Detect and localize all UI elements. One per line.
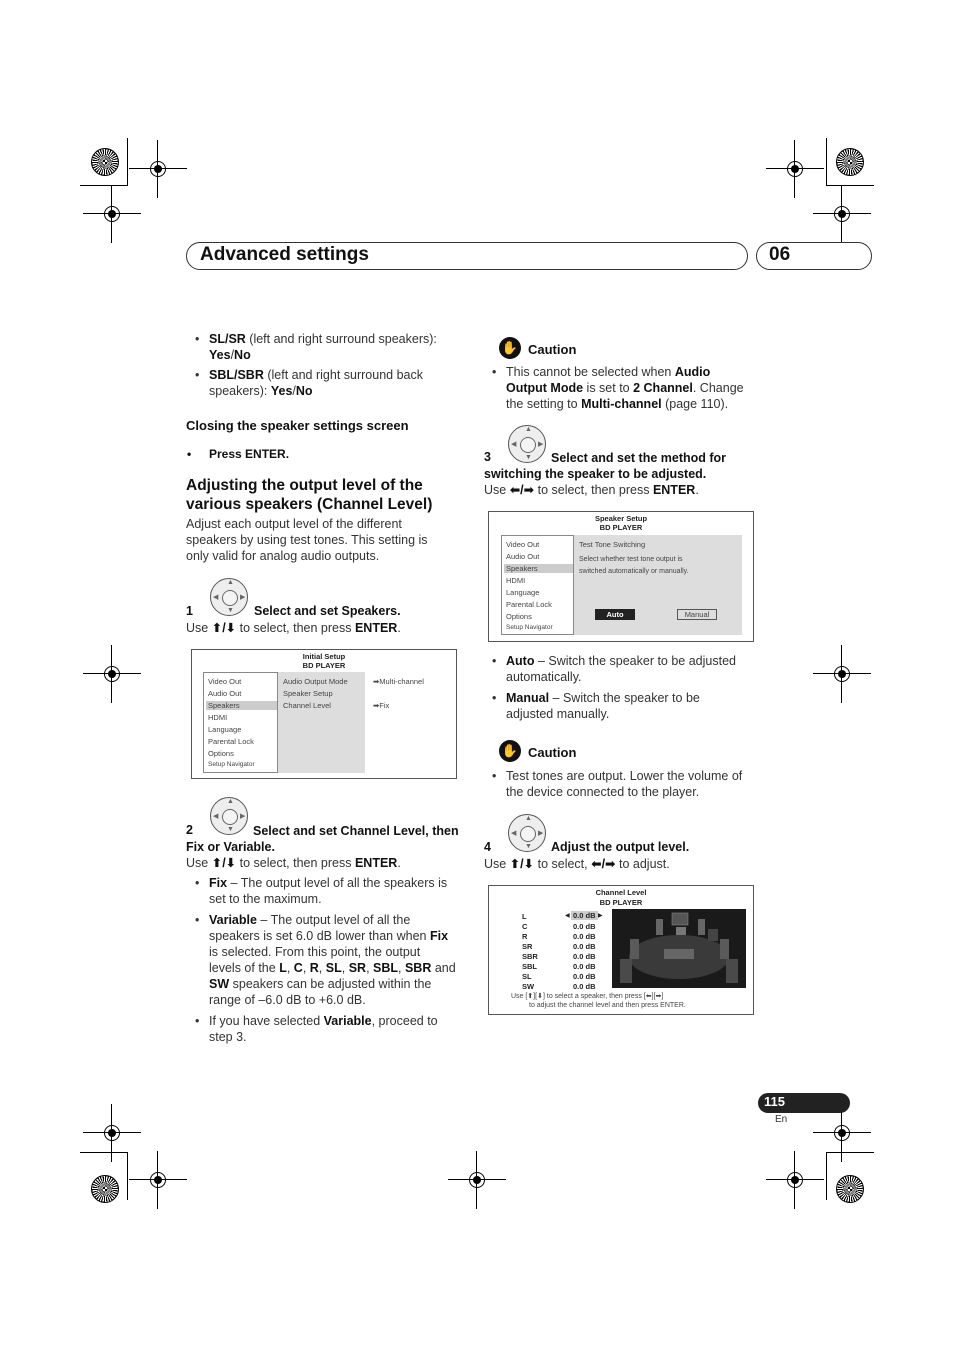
- screen-subtitle: BD PLAYER: [599, 898, 643, 907]
- caution-hand-icon: ✋: [499, 740, 521, 762]
- fix-bullet: • Fix – The output level of all the speakers is set to the maximum.: [195, 876, 448, 906]
- screen-title: Channel Level: [595, 888, 647, 897]
- left-arrow-icon: ◀: [565, 913, 570, 919]
- channel-label: SBL: [522, 962, 537, 971]
- step-1-number: 1: [186, 604, 193, 618]
- caution-hand-icon: ✋: [499, 337, 521, 359]
- channel-value[interactable]: 0.0 dB: [573, 972, 596, 981]
- channel-value[interactable]: 0.0 dB: [573, 982, 596, 991]
- submenu-value: ➡Multi-channel: [373, 677, 424, 686]
- step-2-number: 2: [186, 823, 193, 837]
- remote-dpad-icon: ▲ ▼ ◀ ▶: [210, 797, 248, 835]
- menu-item[interactable]: Parental Lock: [506, 600, 552, 609]
- menu-item[interactable]: Options: [506, 612, 532, 621]
- manual-bullet: • Manual – Switch the speaker to be adjusted manually.: [492, 691, 700, 721]
- menu-item[interactable]: Video Out: [506, 540, 540, 549]
- registration-target-icon: [784, 158, 806, 180]
- screen-footer-line-1: Use [⬆][⬇] to select a speaker, then press [⬅][➡]: [511, 993, 664, 1000]
- option-panel: [574, 535, 742, 635]
- option-heading: Test Tone Switching: [579, 540, 646, 549]
- channel-label: R: [522, 932, 528, 941]
- channel-label: SW: [522, 982, 535, 991]
- initial-setup-screen: [191, 649, 457, 779]
- caution-1-text: • This cannot be selected when Audio Output Mode is set to 2 Channel. Change the setting to Multi-channel (page 110).: [492, 365, 744, 411]
- screen-subtitle: BD PLAYER: [599, 523, 643, 532]
- menu-item[interactable]: HDMI: [506, 576, 526, 585]
- bullet-sl-sr: • SL/SR (left and right surround speakers): Yes/No: [195, 332, 437, 362]
- chapter-number: 06: [769, 244, 791, 265]
- registration-target-icon: [831, 203, 853, 225]
- step-3-instruction: Use ⬅/➡ to select, then press ENTER.: [484, 483, 699, 497]
- manual-option-button[interactable]: Manual: [677, 609, 717, 620]
- setup-menu: [501, 535, 574, 635]
- variable-bullet: • Variable – The output level of all the speakers is set 6.0 dB lower than when Fix is selected. From this point, the output levels of the L, C, R, SL, SR, SBL, SBR and SW speakers can be adjusted within the range of –6.0 dB to +6.0 dB.: [195, 913, 456, 1007]
- caution-heading: Caution: [528, 745, 577, 760]
- screen-subtitle: BD PLAYER: [302, 661, 346, 670]
- section-heading: Adjusting the output level of the various speakers (Channel Level): [186, 477, 433, 513]
- setup-menu: [203, 672, 278, 773]
- submenu-item[interactable]: Speaker Setup: [283, 689, 333, 698]
- channel-value[interactable]: 0.0 dB: [573, 952, 596, 961]
- right-arrow-icon: ▶: [598, 913, 603, 919]
- submenu-item[interactable]: Audio Output Mode: [283, 677, 348, 686]
- registration-target-icon: [784, 1169, 806, 1191]
- menu-item[interactable]: HDMI: [208, 713, 228, 722]
- registration-star-icon: [836, 148, 864, 176]
- menu-item[interactable]: Parental Lock: [208, 737, 254, 746]
- menu-item-selected[interactable]: Speakers: [504, 564, 573, 573]
- press-enter-bullet: • Press ENTER.: [187, 447, 290, 461]
- channel-label: SL: [522, 972, 532, 981]
- step-1-instruction: Use ⬆/⬇ to select, then press ENTER.: [186, 621, 401, 635]
- menu-item[interactable]: Audio Out: [506, 552, 540, 561]
- speaker-room-image: [612, 909, 746, 988]
- section-intro: Adjust each output level of the different speakers by using test tones. This setting is only valid for analog audio outputs.: [186, 517, 428, 563]
- menu-item[interactable]: Options: [208, 749, 234, 758]
- auto-option-button[interactable]: Auto: [595, 609, 635, 620]
- menu-item[interactable]: Language: [506, 588, 540, 597]
- channel-label: SBR: [522, 952, 538, 961]
- registration-target-icon: [831, 663, 853, 685]
- remote-dpad-icon: ▲ ▼ ◀ ▶: [508, 814, 546, 852]
- registration-target-icon: [101, 663, 123, 685]
- channel-value[interactable]: 0.0 dB: [573, 922, 596, 931]
- closing-heading: Closing the speaker settings screen: [186, 418, 409, 433]
- proceed-bullet: • If you have selected Variable, proceed to step 3.: [195, 1014, 438, 1044]
- channel-value-selected[interactable]: 0.0 dB: [573, 911, 596, 920]
- registration-star-icon: [91, 1175, 119, 1203]
- remote-dpad-icon: ▲ ▼ ◀ ▶: [508, 425, 546, 463]
- channel-label: SR: [522, 942, 533, 951]
- remote-dpad-icon: ▲ ▼ ◀ ▶: [210, 578, 248, 616]
- registration-target-icon: [831, 1122, 853, 1144]
- screen-footer-line-2: to adjust the channel level and then press ENTER.: [529, 1002, 686, 1009]
- channel-value[interactable]: 0.0 dB: [573, 932, 596, 941]
- bullet-sbl-sbr: • SBL/SBR (left and right surround back speakers): Yes/No: [195, 368, 423, 398]
- menu-item[interactable]: Audio Out: [208, 689, 242, 698]
- registration-star-icon: [91, 148, 119, 176]
- menu-item-selected[interactable]: Speakers: [206, 701, 277, 710]
- registration-target-icon: [101, 203, 123, 225]
- step-4-title: Adjust the output level.: [551, 840, 690, 854]
- registration-target-icon: [101, 1122, 123, 1144]
- step-3-title: Select and set the method for switching the speaker to be adjusted.: [484, 451, 727, 481]
- registration-star-icon: [836, 1175, 864, 1203]
- registration-target-icon: [147, 1169, 169, 1191]
- submenu-item[interactable]: Channel Level: [283, 701, 331, 710]
- step-2-title: Select and set Channel Level, then Fix or Variable.: [186, 824, 459, 854]
- language-code: En: [775, 1114, 788, 1125]
- auto-bullet: • Auto – Switch the speaker to be adjusted automatically.: [492, 654, 736, 684]
- registration-target-icon: [466, 1169, 488, 1191]
- menu-item[interactable]: Video Out: [208, 677, 242, 686]
- page-title: Advanced settings: [200, 244, 369, 265]
- step-4-number: 4: [484, 840, 491, 854]
- option-description: switched automatically or manually.: [579, 568, 689, 575]
- caution-2-text: • Test tones are output. Lower the volume of the device connected to the player.: [492, 769, 743, 799]
- option-description: Select whether test tone output is: [579, 556, 683, 563]
- channel-label: L: [522, 912, 527, 921]
- channel-value[interactable]: 0.0 dB: [573, 962, 596, 971]
- channel-label: C: [522, 922, 528, 931]
- caution-heading: Caution: [528, 342, 577, 357]
- screen-title: Speaker Setup: [594, 514, 648, 523]
- page-number: 115: [764, 1094, 785, 1109]
- speaker-setup-screen: [488, 511, 754, 642]
- channel-level-screen: [488, 885, 754, 1015]
- menu-item[interactable]: Setup Navigator: [208, 761, 255, 768]
- step-3-number: 3: [484, 450, 491, 464]
- menu-item[interactable]: Setup Navigator: [506, 624, 553, 631]
- step-1-title: Select and set Speakers.: [254, 604, 401, 618]
- menu-item[interactable]: Language: [208, 725, 242, 734]
- submenu-panel: [278, 672, 365, 773]
- channel-value[interactable]: 0.0 dB: [573, 942, 596, 951]
- submenu-value: ➡Fix: [373, 701, 390, 710]
- registration-target-icon: [147, 158, 169, 180]
- step-2-instruction: Use ⬆/⬇ to select, then press ENTER.: [186, 856, 401, 870]
- screen-title: Initial Setup: [302, 652, 346, 661]
- step-4-instruction: Use ⬆/⬇ to select, ⬅/➡ to adjust.: [484, 857, 670, 871]
